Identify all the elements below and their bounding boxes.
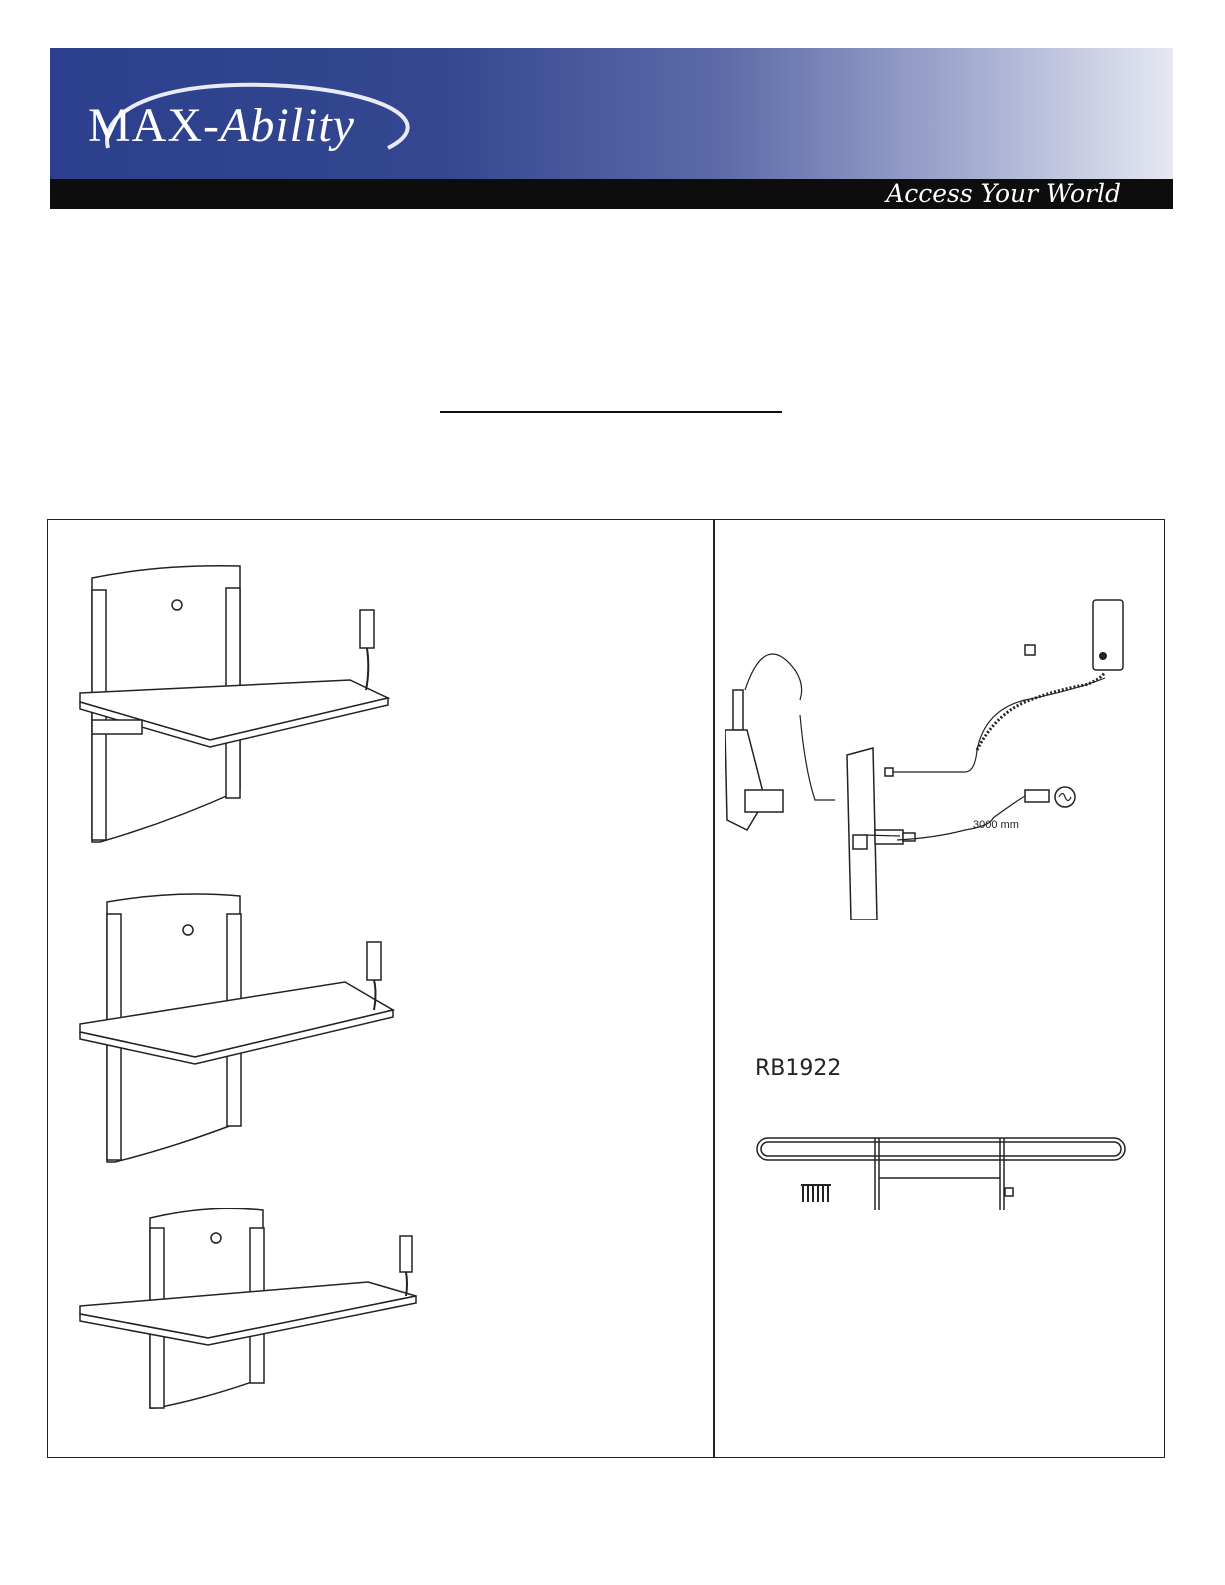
logo-prefix: MAX- [88,99,220,152]
grab-rail-illustration [755,1130,1130,1215]
tagline: Access Your World [886,179,1121,208]
logo-suffix: Ability [220,99,355,152]
column-divider [713,519,715,1458]
title-underline [440,411,782,413]
table-illustration-1 [70,560,410,870]
table-illustration-3 [78,1208,428,1438]
table-illustration-2 [75,892,415,1172]
control-system-diagram [725,590,1155,920]
logo [88,98,428,153]
header-banner [50,48,1173,209]
accessory-code: RB1922 [755,1056,842,1081]
cable-length-label: 3000 mm [973,819,1019,831]
